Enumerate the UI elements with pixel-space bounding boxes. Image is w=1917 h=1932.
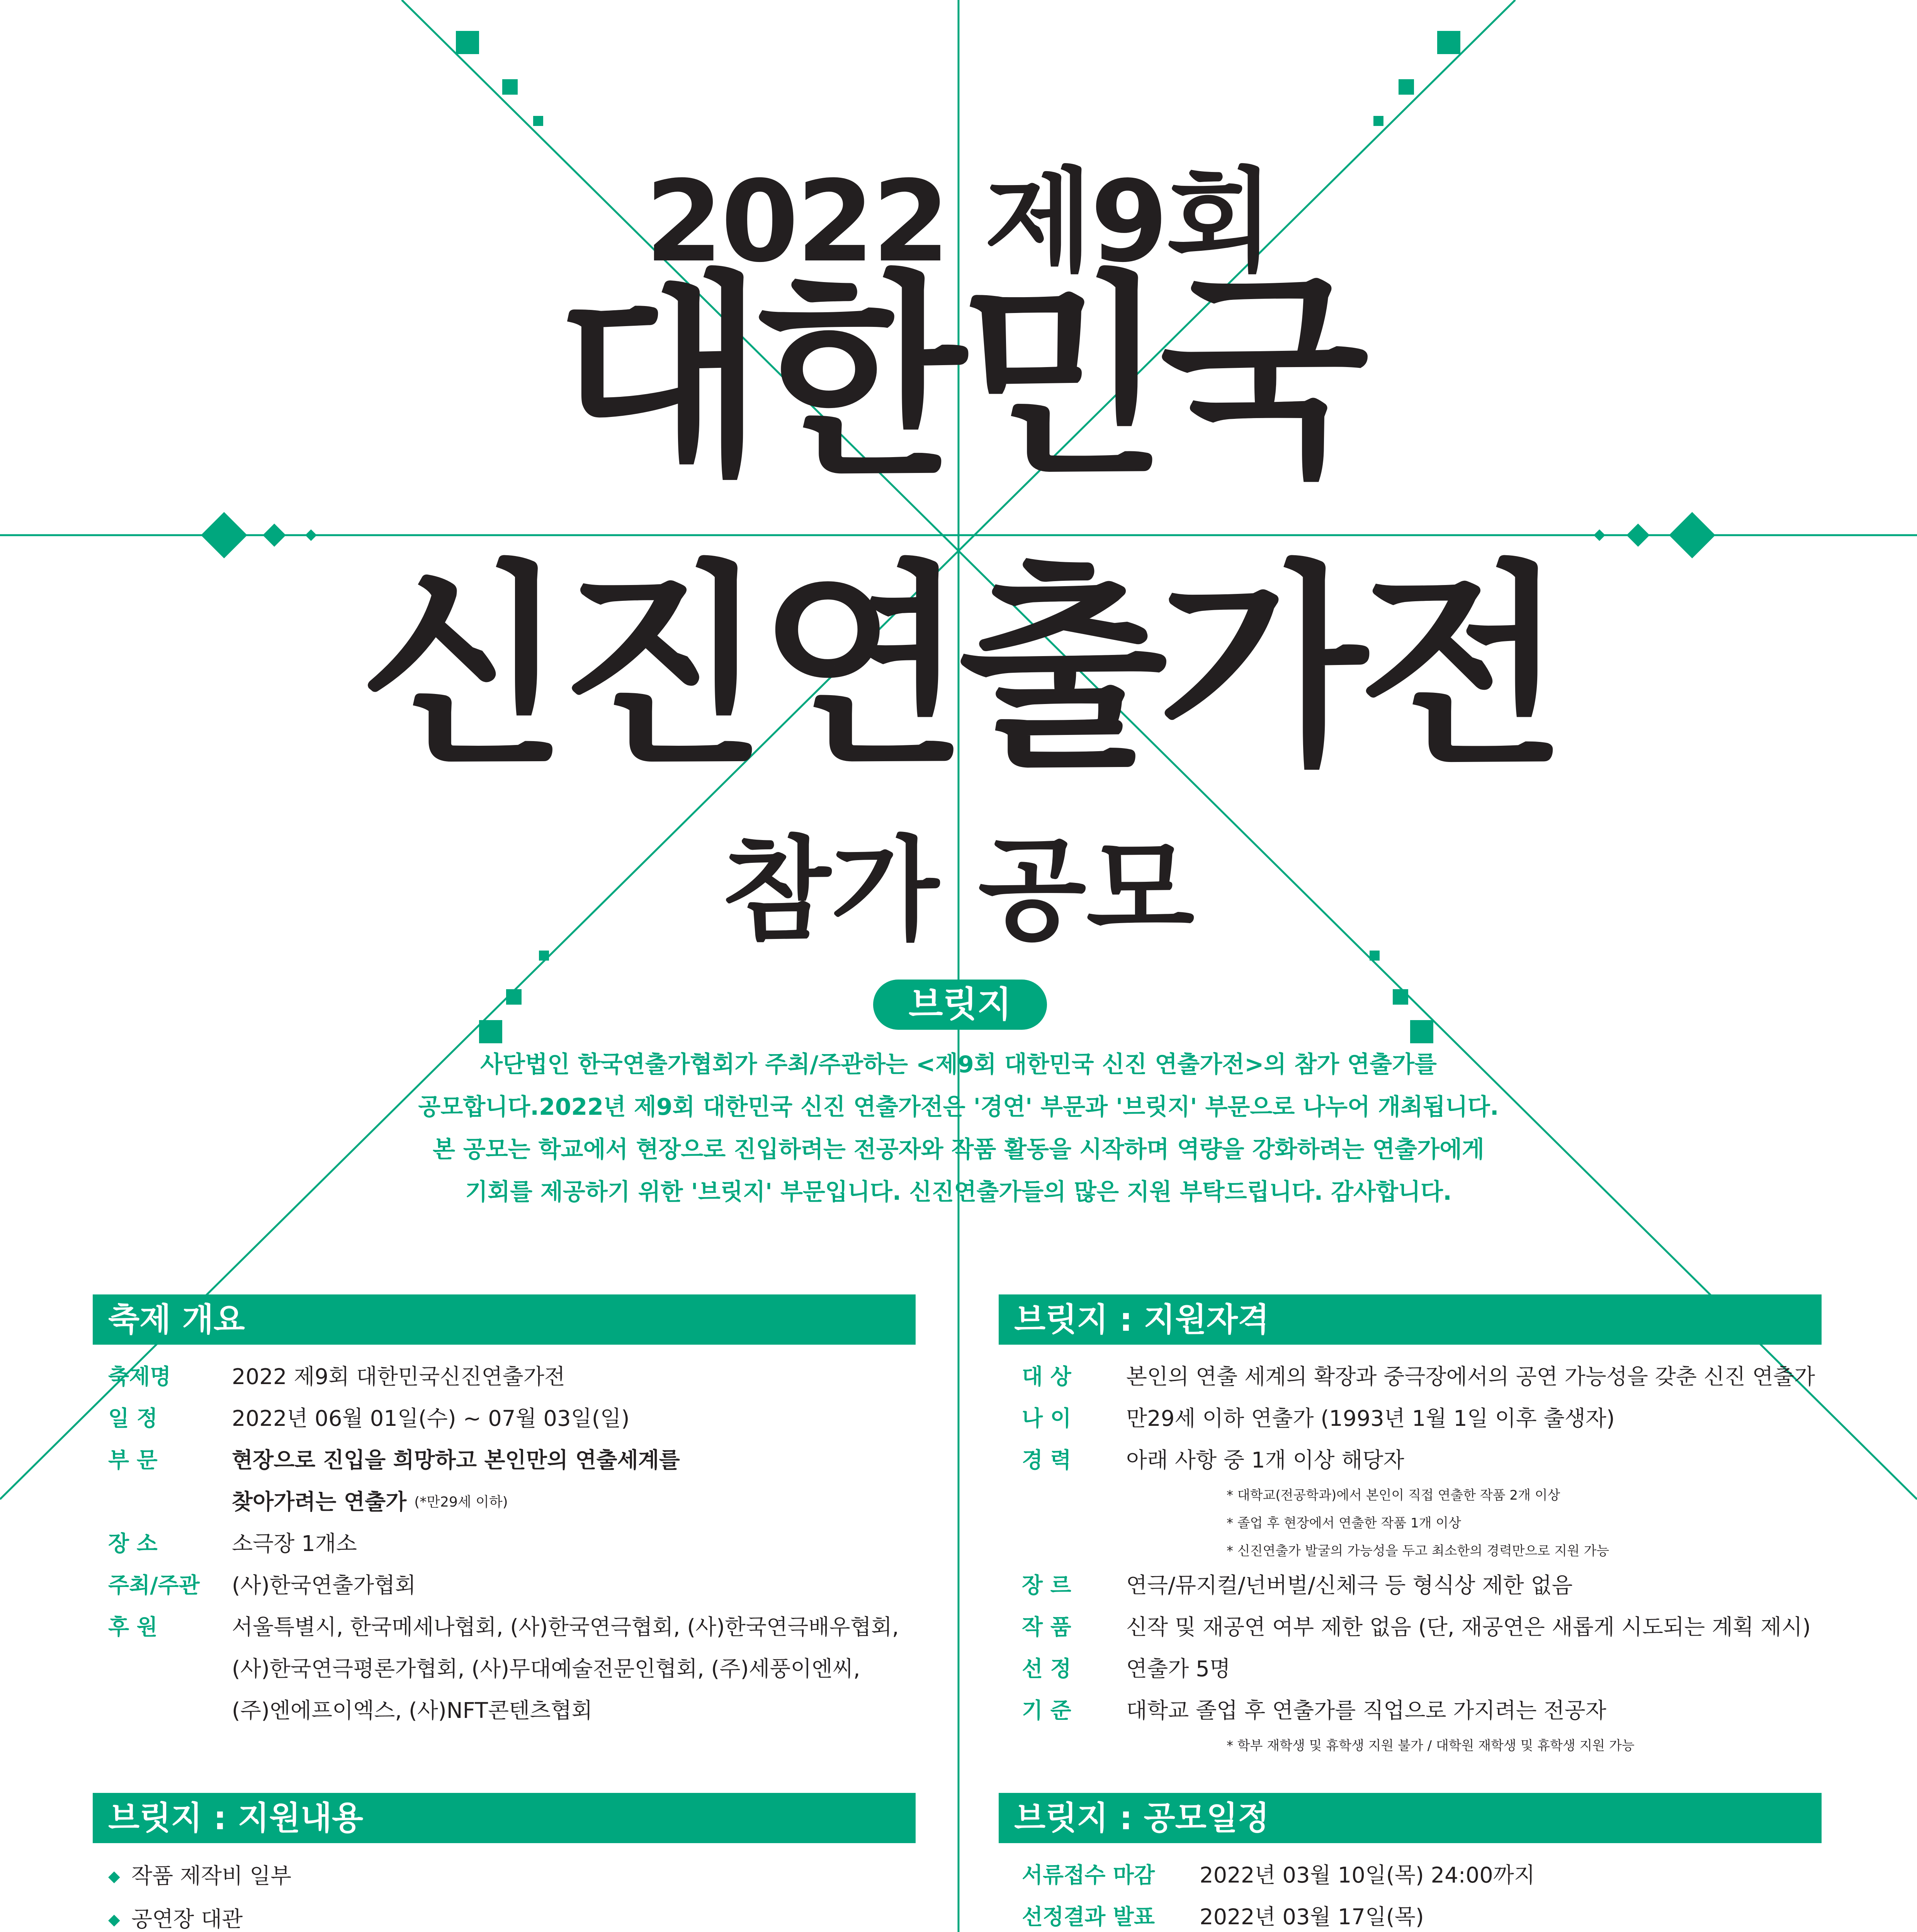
support-content-section: [93, 1793, 916, 1932]
bridge-badge: 브릿지: [873, 980, 1047, 1030]
field-value: (사)한국연출가협회: [232, 1573, 416, 1598]
field-label: 서류접수 마감: [1022, 1863, 1155, 1888]
field-value: 신작 및 재공연 여부 제한 없음 (단, 재공연은 새롭게 시도되는 계획 제시): [1126, 1615, 1811, 1640]
field-value: (주)엔에프이엑스, (사)NFT콘텐츠협회: [232, 1698, 593, 1723]
field-value: 소극장 1개소: [232, 1531, 357, 1556]
field-value: 2022년 06월 01일(수) ~ 07월 03일(일): [232, 1406, 630, 1431]
field-label: 대 상: [1022, 1364, 1071, 1389]
field-value: 대학교 졸업 후 연출가를 직업으로 가지려는 전공자: [1126, 1698, 1606, 1723]
field-label: 선정결과 발표: [1022, 1905, 1155, 1930]
field-value: 2022년 03월 17일(목): [1200, 1905, 1424, 1930]
field-value: 찾아가려는 연출가: [232, 1490, 407, 1515]
field-label: 장 소: [108, 1531, 158, 1556]
list-item: 작품 제작비 일부: [131, 1864, 292, 1889]
intro-line: 사단법인 한국연출가협회가 주최/주관하는 <제9회 대한민국 신진 연출가전>의 참가 연출가를: [480, 1051, 1437, 1078]
subtitle: 참가 공모: [722, 825, 1195, 956]
field-value: 현장으로 진입을 희망하고 본인만의 연출세계를: [232, 1448, 680, 1473]
bullet-icon: ◆: [108, 1867, 120, 1885]
age-note: (*만29세 이하): [414, 1494, 508, 1510]
list-item: 공연장 대관: [131, 1907, 243, 1932]
field-label: 작 품: [1022, 1615, 1071, 1640]
field-label: 후 원: [108, 1615, 158, 1640]
field-value: 연출가 5명: [1126, 1656, 1230, 1682]
field-value: 연극/뮤지컬/넌버벌/신체극 등 형식상 제한 없음: [1126, 1573, 1573, 1598]
field-label: 나 이: [1022, 1406, 1071, 1431]
main-title-line1: 대한민국: [556, 253, 1361, 505]
field-value: 서울특별시, 한국메세나협회, (사)한국연극협회, (사)한국연극배우협회,: [232, 1615, 899, 1640]
field-label: 축제명: [108, 1364, 171, 1389]
criteria-note: * 학부 재학생 및 휴학생 지원 불가 / 대학원 재학생 및 휴학생 지원 가능: [1227, 1738, 1635, 1753]
field-value: 2022 제9회 대한민국신진연출가전: [232, 1364, 565, 1389]
field-label: 일 정: [108, 1406, 158, 1431]
field-value: 만29세 이하 연출가 (1993년 1월 1일 이후 출생자): [1126, 1406, 1615, 1431]
field-value: (사)한국연극평론가협회, (사)무대예술전문인협회, (주)세풍이엔씨,: [232, 1656, 860, 1682]
edition-title: 2022 제9회: [645, 157, 1272, 287]
intro-line: 기회를 제공하기 위한 '브릿지' 부문입니다. 신진연출가들의 많은 지원 부탁드립니다. 감사합니다.: [465, 1179, 1452, 1206]
field-value: 아래 사항 중 1개 이상 해당자: [1126, 1448, 1404, 1473]
intro-paragraph: [348, 1043, 1569, 1213]
career-note: * 대학교(전공학과)에서 본인이 직접 연출한 작품 2개 이상: [1227, 1488, 1560, 1503]
field-label: 장 르: [1022, 1573, 1071, 1598]
field-label: 기 준: [1022, 1698, 1071, 1723]
eligibility-section: [999, 1294, 1822, 1760]
schedule-section: [999, 1793, 1822, 1932]
section-heading: 축제 개요: [93, 1294, 916, 1345]
career-note: * 졸업 후 현장에서 연출한 작품 1개 이상: [1227, 1515, 1461, 1531]
section-heading: 브릿지 : 지원내용: [93, 1793, 916, 1843]
field-label: 선 정: [1022, 1656, 1071, 1682]
career-note: * 신진연출가 발굴의 가능성을 두고 최소한의 경력만으로 지원 가능: [1227, 1543, 1609, 1559]
field-label: 경 력: [1022, 1448, 1071, 1473]
field-value: 본인의 연출 세계의 확장과 중극장에서의 공연 가능성을 갖춘 신진 연출가: [1126, 1364, 1815, 1389]
festival-overview-section: [93, 1294, 916, 1732]
main-title-line2: 신진연출가전: [359, 543, 1558, 794]
section-heading: 브릿지 : 공모일정: [999, 1793, 1822, 1843]
intro-line: 본 공모는 학교에서 현장으로 진입하려는 전공자와 작품 활동을 시작하며 역량을 강화하려는 연출가에게: [432, 1136, 1485, 1163]
field-value: 2022년 03월 10일(목) 24:00까지: [1200, 1863, 1535, 1888]
intro-line: 공모합니다.2022년 제9회 대한민국 신진 연출가전은 '경연' 부문과 '브릿지' 부문으로 나누어 개최됩니다.: [418, 1094, 1499, 1121]
field-label: 주최/주관: [108, 1573, 200, 1598]
bullet-icon: ◆: [108, 1911, 120, 1929]
section-heading: 브릿지 : 지원자격: [999, 1294, 1822, 1345]
field-label: 부 문: [108, 1448, 158, 1473]
